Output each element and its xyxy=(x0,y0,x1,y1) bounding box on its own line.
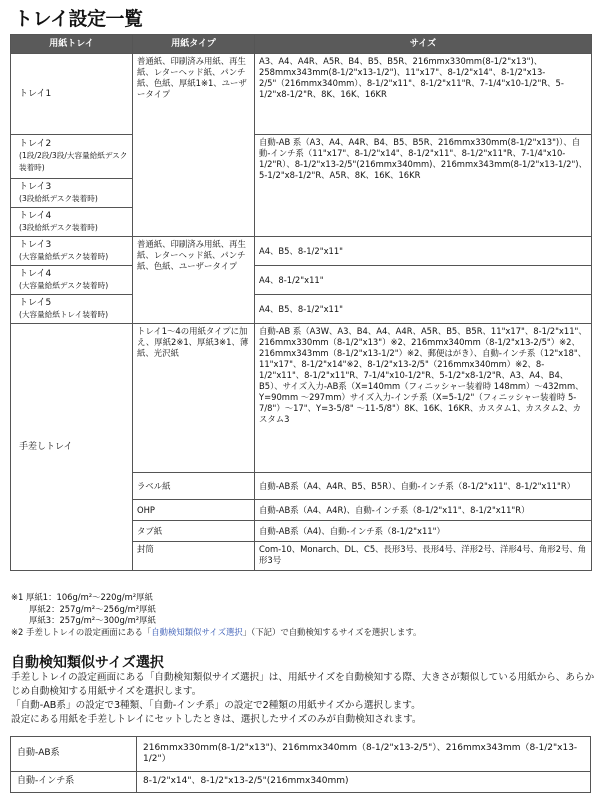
size-text: 自動-AB系（A4)、自動-インチ系（8-1/2"x11"） xyxy=(259,525,445,536)
section-body xyxy=(11,671,596,727)
section-title: 自動検知類似サイズ選択 xyxy=(11,655,164,671)
footnote-line: 厚紙3：257g/m²〜300g/m²厚紙 xyxy=(29,615,156,626)
size-text: A3、A4、A4R、A5R、B4、B5、B5R、216mmx330mm(8-1/2"x13")、258mmx343mm(8-1/2"x13-1/2")、11"x17"、8-1/2"x14"、8-1/2"x13-2/5"（216mmx340mm）、8-1/2"x11"、8-1/2"x11"R、7-1/4"x10-1/2"R、5-1/2"x8-1/2"R、8K、16K、16KR xyxy=(259,56,564,99)
page-title: トレイ設定一覧 xyxy=(14,8,143,30)
paper-type-cell xyxy=(133,237,255,324)
size-cell xyxy=(255,473,592,500)
footnote-mark: ※1 xyxy=(11,592,24,602)
table-row xyxy=(11,737,591,772)
paper-type-cell xyxy=(133,54,255,237)
tray-cell xyxy=(11,208,133,237)
paper-type-text: OHP xyxy=(137,504,155,515)
table-header-row xyxy=(11,35,592,54)
tray-cell xyxy=(11,295,133,324)
tray-cell xyxy=(11,135,133,179)
size-text: A4、B5、8-1/2"x11" xyxy=(259,245,344,256)
tray-note: (1段/2段/3段/大容量給紙デスク装着時) xyxy=(19,151,128,172)
tray-cell xyxy=(11,324,133,571)
tray-name: 手差しトレイ xyxy=(19,441,73,452)
tray-cell xyxy=(11,54,133,135)
paper-type-cell xyxy=(133,473,255,500)
section-paragraph: 「自動-AB系」の設定で3種類、「自動-インチ系」の設定で2種類の用紙サイズから選択します。 xyxy=(11,700,421,711)
tray-note: (3段給紙デスク装着時) xyxy=(19,193,98,203)
size-system-value: 216mmx330mm(8-1/2"x13")、216mmx340mm（8-1/2"x13-2/5"）、216mmx343mm（8-1/2"x13-1/2"） xyxy=(137,737,591,772)
paper-type-text: トレイ1〜4の用紙タイプに加え、厚紙2※1、厚紙3※1、薄紙、光沢紙 xyxy=(137,326,249,358)
size-cell xyxy=(255,237,592,266)
tray-cell xyxy=(11,237,133,266)
tray-note: (3段給紙デスク装着時) xyxy=(19,222,98,232)
footnote-mark: ※2 xyxy=(11,626,24,637)
footnote-1 xyxy=(11,592,591,604)
paper-type-text: 普通紙、印刷済み用紙、再生紙、レターヘッド紙、パンチ紙、色紙、厚紙1※1、ユーザータイプ xyxy=(137,56,247,99)
paper-type-text: タブ紙 xyxy=(137,525,163,536)
size-system-label: 自動-AB系 xyxy=(11,737,137,772)
footnotes xyxy=(11,592,591,638)
section-paragraph: 設定にある用紙を手差しトレイにセットしたときは、選択したサイズのみが自動検知されます。 xyxy=(11,714,422,725)
footnote-text: 手差しトレイの設定画面にある「 xyxy=(26,626,152,637)
header-size: サイズ xyxy=(255,35,592,54)
table-row xyxy=(11,266,592,295)
size-system-value: 8-1/2"x14"、8-1/2"x13-2/5"(216mmx340mm) xyxy=(137,772,591,793)
tray-note: (大容量給紙トレイ装着時) xyxy=(19,309,109,319)
size-cell xyxy=(255,500,592,521)
paper-type-text: 封筒 xyxy=(137,544,154,554)
tray-settings-table xyxy=(10,34,592,571)
tray-name: トレイ4 xyxy=(19,210,52,221)
size-cell xyxy=(255,542,592,571)
header-tray: 用紙トレイ xyxy=(11,35,133,54)
size-text: 自動-AB系（A4、A4R)、自動-インチ系（8-1/2"x11"、8-1/2"x11"R） xyxy=(259,504,530,515)
table-row xyxy=(11,135,592,179)
size-cell xyxy=(255,521,592,542)
size-text: Com-10、Monarch、DL、C5、長形3号、長形4号、洋形2号、洋形4号、角形2号、角形3号 xyxy=(259,544,587,565)
footnote-text: 」（下記）で自動検知するサイズを選択します。 xyxy=(242,626,422,637)
size-cell xyxy=(255,324,592,473)
tray-name: トレイ4 xyxy=(19,268,52,279)
tray-note: (大容量給紙デスク装着時) xyxy=(19,251,109,261)
size-cell xyxy=(255,135,592,237)
size-system-label: 自動-インチ系 xyxy=(11,772,137,793)
paper-type-text: 普通紙、印刷済み用紙、再生紙、レターヘッド紙、パンチ紙、色紙、ユーザータイプ xyxy=(137,239,246,271)
paper-type-cell xyxy=(133,542,255,571)
paper-type-cell xyxy=(133,521,255,542)
size-text: A4、B5、8-1/2"x11" xyxy=(259,303,344,314)
table-row xyxy=(11,772,591,793)
footnote-2 xyxy=(11,627,591,639)
size-text: A4、8-1/2"x11" xyxy=(259,274,324,285)
table-row xyxy=(11,54,592,135)
section-paragraph: 手差しトレイの設定画面にある「自動検知類似サイズ選択」は、用紙サイズを自動検知する際、大きさが類似している用紙から、あらかじめ自動検知する用紙サイズを選択します。 xyxy=(11,672,595,697)
footnote-line: 厚紙2：257g/m²〜256g/m²厚紙 xyxy=(29,603,156,614)
paper-type-text: ラベル紙 xyxy=(137,480,171,491)
table-row xyxy=(11,295,592,324)
auto-detect-size-table xyxy=(10,736,591,793)
tray-cell xyxy=(11,266,133,295)
tray-name: トレイ1 xyxy=(19,88,52,99)
size-cell xyxy=(255,54,592,135)
tray-name: トレイ3 xyxy=(19,181,52,192)
header-paper-type: 用紙タイプ xyxy=(133,35,255,54)
size-cell xyxy=(255,295,592,324)
table-row xyxy=(11,237,592,266)
paper-type-cell xyxy=(133,500,255,521)
tray-name: トレイ2 xyxy=(19,139,52,149)
size-text: 自動-AB 系（A3W、A3、B4、A4、A4R、A5R、B5、B5R、11"x17"、8-1/2"x11"、216mmx330mm（8-1/2"x13"）※2、216mmx340mm（8-1/2"x13-2/5"）※2、216mmx343mm（8-1/2"x13-1/2"）※2、郵便はがき）、自動-インチ系（12"x18"、11"x17"、8-1/2"x14"※2、8-1/2"x13-2/5"（216mmx340mm）※2、8-1/2"x11"、8-1/2"x11"R、7-1/4"x10-1/2"R、5-1/2"x8-1/2"R、A3、A4、B4、B5）、サイズ入力-AB系（X=140mm（フィニッシャー装着時 148mm）〜432mm、Y=90mm 〜297mm）サイズ入力-インチ系（X=5-1/2"（フィニッシャー装着時 5-7/8"）〜17"、Y=3-5/8" 〜11-5/8"）8K、16K、16KR、カスタム1、カスタム2、カスタム3 xyxy=(259,326,587,424)
footnote-line: 厚紙1：106g/m²〜220g/m²厚紙 xyxy=(26,592,153,602)
tray-name: トレイ5 xyxy=(19,297,52,308)
tray-cell xyxy=(11,179,133,208)
tray-note: (大容量給紙デスク装着時) xyxy=(19,280,109,290)
table-row xyxy=(11,324,592,473)
paper-type-cell xyxy=(133,324,255,473)
auto-detect-size-link[interactable]: 自動検知類似サイズ選択 xyxy=(151,626,243,637)
size-cell xyxy=(255,266,592,295)
size-text: 自動-AB 系（A3、A4、A4R、B4、B5、B5R、216mmx330mm(8-1/2"x13")）、自動-インチ系（11"x17"、8-1/2"x14"、8-1/2"x11"、8-1/2"x11"R、7-1/4"x10-1/2"R）、8-1/2"x13-2/5"(216mmx340mm)、216mmx343mm(8-1/2"x13-1/2")、5-1/2"x8-1/2"R、A5R、8K、16K、16KR xyxy=(259,137,587,180)
tray-name: トレイ3 xyxy=(19,239,52,250)
size-text: 自動-AB系（A4、A4R、B5、B5R）、自動-インチ系（8-1/2"x11"、8-1/2"x11"R） xyxy=(259,480,576,491)
